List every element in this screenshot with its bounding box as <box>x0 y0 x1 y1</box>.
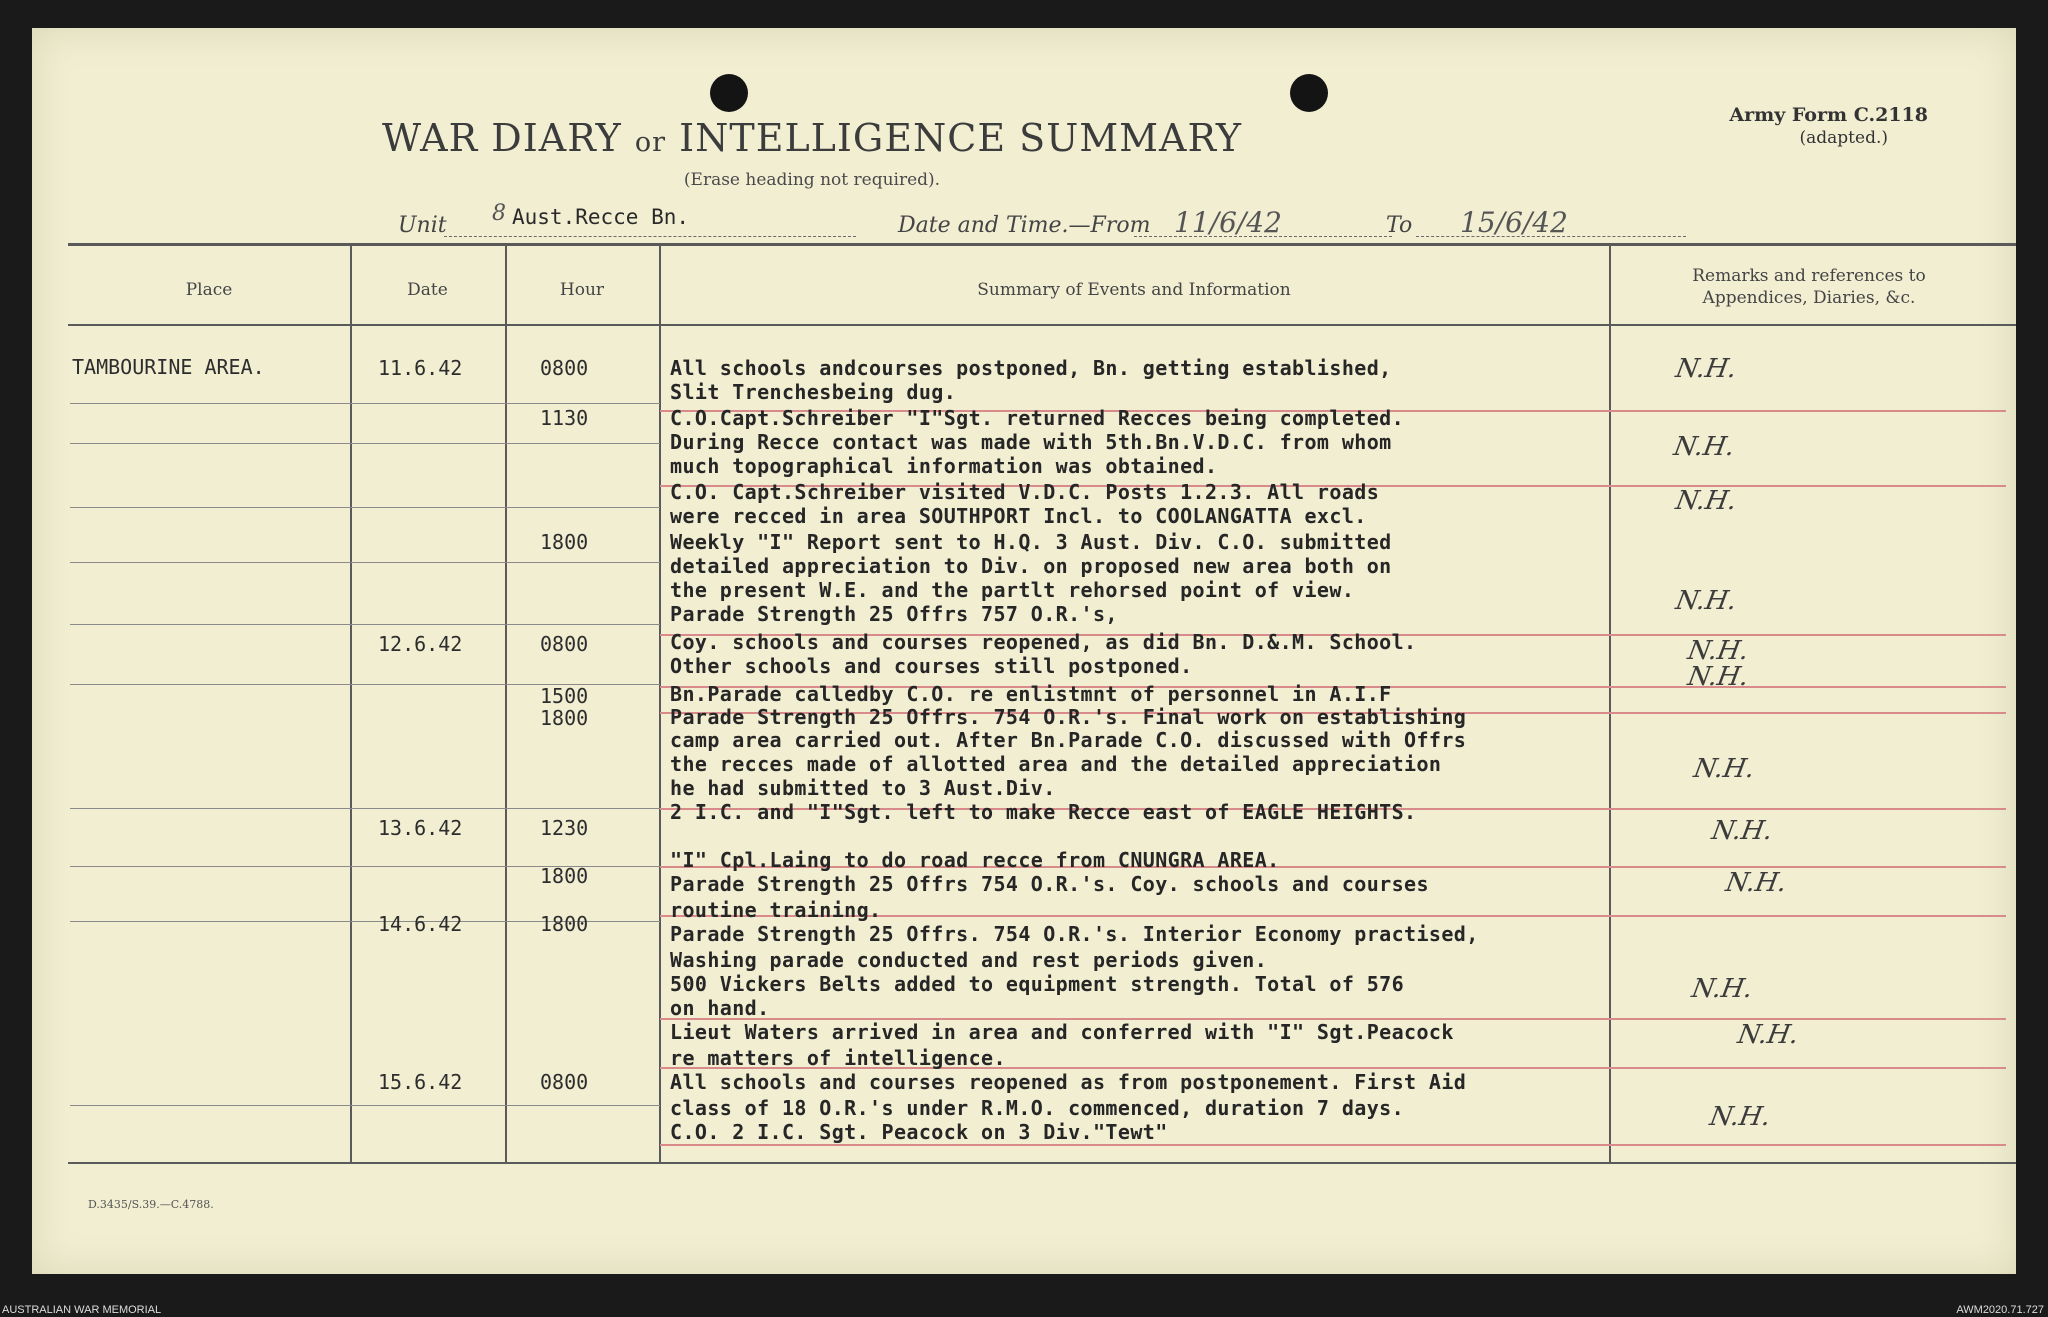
summary-line: class of 18 O.R.'s under R.M.O. commenced, duration 7 days. <box>670 1096 1405 1120</box>
hour-cell: 1800 <box>540 706 589 730</box>
title-war-diary: WAR DIARY <box>381 116 622 160</box>
summary-line: Weekly "I" Report sent to H.Q. 3 Aust. Div. C.O. submitted <box>670 530 1392 554</box>
summary-line: he had submitted to 3 Aust.Div. <box>670 776 1056 800</box>
summary-line: "I" Cpl.Laing to do road recce from CNUNGRA AREA. <box>670 848 1280 872</box>
summary-line: Parade Strength 25 Offrs. 754 O.R.'s. Interior Economy practised, <box>670 922 1479 946</box>
initials-mark: N.H. <box>1671 432 1737 462</box>
initials-mark: N.H. <box>1685 636 1751 666</box>
hour-cell: 0800 <box>540 356 589 380</box>
summary-line: re matters of intelligence. <box>670 1046 1006 1070</box>
row-line <box>70 562 660 563</box>
hour-cell: 1800 <box>540 912 589 936</box>
row-line <box>70 624 660 625</box>
col-header-summary: Summary of Events and Information <box>977 280 1291 300</box>
archive-label: AUSTRALIAN WAR MEMORIAL <box>2 1304 162 1316</box>
unit-underline <box>444 236 856 237</box>
unit-value: Aust.Recce Bn. <box>512 205 690 229</box>
row-line <box>70 443 660 444</box>
col-header-remarks-1: Remarks and references to <box>1692 266 1926 286</box>
unit-number: 8 <box>492 201 506 226</box>
summary-line: Bn.Parade calledby C.O. re enlistmnt of personnel in A.I.F <box>670 682 1392 706</box>
summary-line: Coy. schools and courses reopened, as did Bn. D.&.M. School. <box>670 630 1417 654</box>
date-cell: 15.6.42 <box>378 1070 463 1094</box>
col-divider-place <box>350 243 352 1163</box>
summary-line: Other schools and courses still postponed. <box>670 654 1193 678</box>
row-line <box>70 1105 660 1106</box>
red-rule <box>660 1144 2006 1146</box>
table-top-rule <box>68 243 2016 246</box>
summary-line: were recced in area SOUTHPORT Incl. to COOLANGATTA excl. <box>670 504 1367 528</box>
initials-mark: N.H. <box>1735 1020 1801 1050</box>
archive-id: AWM2020.71.727 <box>1956 1304 2044 1316</box>
initials-mark: N.H. <box>1707 1102 1773 1132</box>
col-divider-hour <box>659 243 661 1163</box>
summary-line: Parade Strength 25 Offrs 757 O.R.'s, <box>670 602 1118 626</box>
diary-page <box>32 28 2016 1274</box>
row-line <box>70 507 660 508</box>
hour-cell: 1130 <box>540 406 589 430</box>
summary-line: the recces made of allotted area and the detailed appreciation <box>670 752 1442 776</box>
summary-line: on hand. <box>670 996 770 1020</box>
header-bottom-rule <box>68 324 2016 326</box>
row-line <box>70 403 660 404</box>
initials-mark: N.H. <box>1689 974 1755 1004</box>
punch-hole-right <box>1290 74 1328 112</box>
summary-line: All schools and courses reopened as from postponement. First Aid <box>670 1070 1467 1094</box>
title-intelligence-summary: INTELLIGENCE SUMMARY <box>679 116 1243 160</box>
summary-line: 2 I.C. and "I"Sgt. left to make Recce east of EAGLE HEIGHTS. <box>670 800 1417 824</box>
summary-line: All schools andcourses postponed, Bn. getting established, <box>670 356 1392 380</box>
hour-cell: 1800 <box>540 864 589 888</box>
summary-line: Parade Strength 25 Offrs 754 O.R.'s. Coy. schools and courses <box>670 872 1429 896</box>
initials-mark: N.H. <box>1723 868 1789 898</box>
punch-hole-left <box>710 74 748 112</box>
initials-mark: N.H. <box>1691 754 1757 784</box>
col-divider-date <box>505 243 507 1163</box>
date-to-value: 15/6/42 <box>1460 206 1568 239</box>
hour-cell: 1800 <box>540 530 589 554</box>
row-line <box>70 808 660 809</box>
unit-label: Unit <box>398 213 447 238</box>
col-divider-summary <box>1609 243 1611 1163</box>
col-header-remarks-2: Appendices, Diaries, &c. <box>1702 288 1916 308</box>
initials-mark: N.H. <box>1673 586 1739 616</box>
summary-line: much topographical information was obtained. <box>670 454 1218 478</box>
form-adapted: (adapted.) <box>1799 128 1888 148</box>
title-or: or <box>634 127 666 158</box>
initials-mark: N.H. <box>1673 486 1739 516</box>
initials-mark: N.H. <box>1685 662 1751 692</box>
date-cell: 11.6.42 <box>378 356 463 380</box>
date-from-value: 11/6/42 <box>1174 206 1282 239</box>
date-cell: 14.6.42 <box>378 912 463 936</box>
place-value: TAMBOURINE AREA. <box>72 355 265 379</box>
initials-mark: N.H. <box>1673 354 1739 384</box>
date-cell: 13.6.42 <box>378 816 463 840</box>
form-footer-code: D.3435/S.39.—C.4788. <box>88 1198 214 1211</box>
summary-line: Parade Strength 25 Offrs. 754 O.R.'s. Final work on establishing <box>670 705 1467 729</box>
summary-line: camp area carried out. After Bn.Parade C.O. discussed with Offrs <box>670 728 1467 752</box>
table-bottom-rule <box>68 1162 2016 1164</box>
army-form-number: Army Form C.2118 <box>1729 104 1928 126</box>
form-title <box>32 116 1592 160</box>
col-header-hour: Hour <box>559 280 605 300</box>
summary-line: routine training. <box>670 898 882 922</box>
date-cell: 12.6.42 <box>378 632 463 656</box>
summary-line: 500 Vickers Belts added to equipment strength. Total of 576 <box>670 972 1405 996</box>
col-header-place: Place <box>185 280 233 300</box>
initials-mark: N.H. <box>1709 816 1775 846</box>
summary-line: C.O. Capt.Schreiber visited V.D.C. Posts 1.2.3. All roads <box>670 480 1380 504</box>
summary-line: Lieut Waters arrived in area and conferred with "I" Sgt.Peacock <box>670 1020 1454 1044</box>
summary-line: C.O. 2 I.C. Sgt. Peacock on 3 Div."Tewt" <box>670 1120 1168 1144</box>
summary-line: detailed appreciation to Div. on proposed new area both on <box>670 554 1392 578</box>
summary-line: C.O.Capt.Schreiber "I"Sgt. returned Recces being completed. <box>670 406 1405 430</box>
hour-cell: 1500 <box>540 684 589 708</box>
summary-line: Slit Trenchesbeing dug. <box>670 380 957 404</box>
summary-line: During Recce contact was made with 5th.Bn.V.D.C. from whom <box>670 430 1392 454</box>
summary-line: the present W.E. and the partlt rehorsed point of view. <box>670 578 1355 602</box>
hour-cell: 0800 <box>540 632 589 656</box>
col-header-date: Date <box>407 280 448 300</box>
date-time-label: Date and Time.—From <box>898 213 1151 238</box>
erase-note: (Erase heading not required). <box>683 170 941 190</box>
summary-line: Washing parade conducted and rest periods given. <box>670 948 1268 972</box>
to-label: To <box>1386 213 1413 238</box>
hour-cell: 1230 <box>540 816 589 840</box>
hour-cell: 0800 <box>540 1070 589 1094</box>
